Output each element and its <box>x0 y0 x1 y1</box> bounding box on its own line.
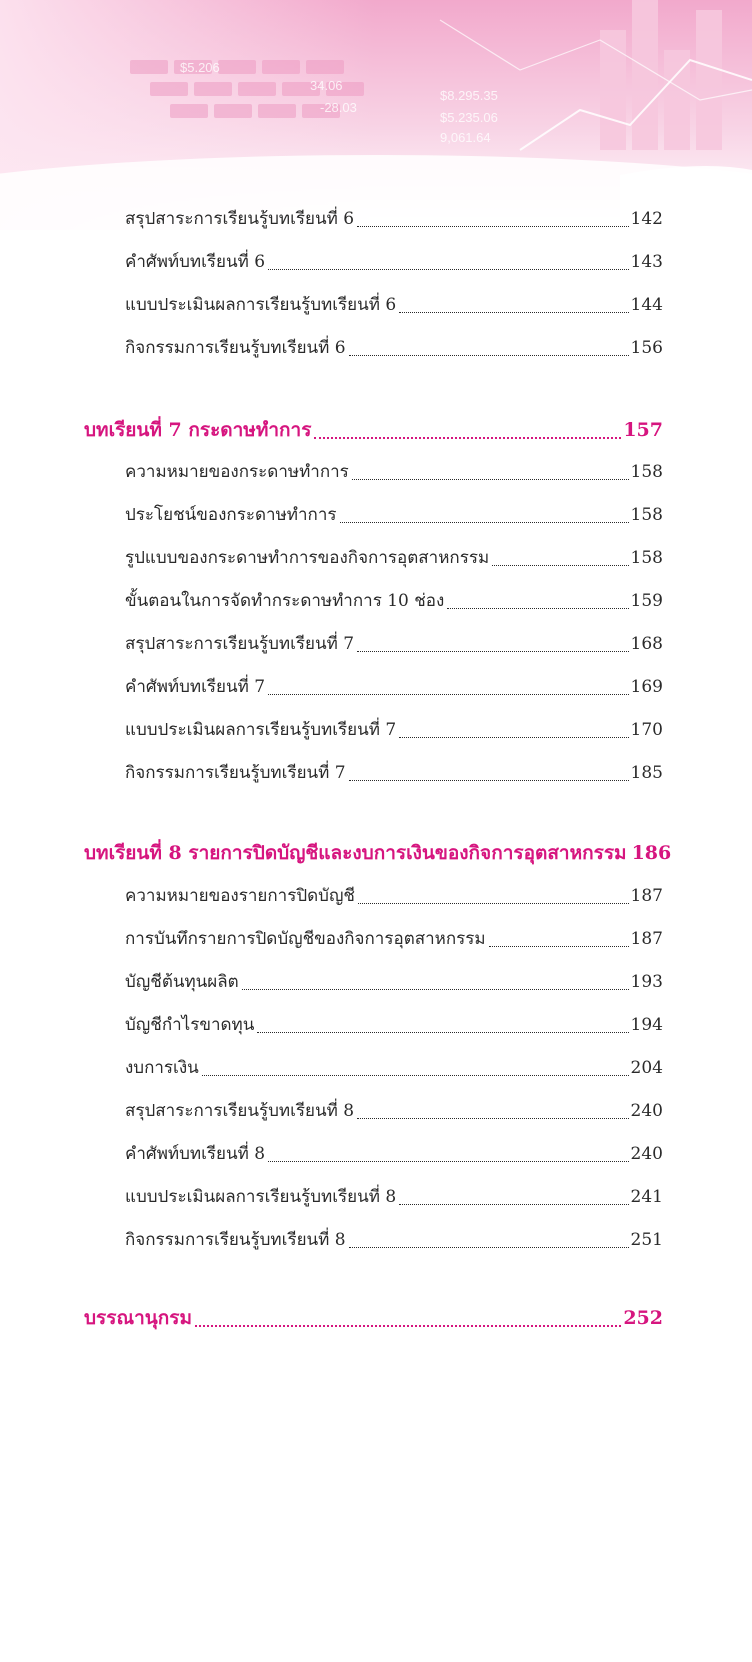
toc-entry-page: 158 <box>630 505 663 525</box>
toc-entry[interactable] <box>125 925 663 952</box>
toc-entry-page: 159 <box>630 591 663 611</box>
toc-entry[interactable] <box>125 334 663 361</box>
toc-entry-page: 193 <box>630 972 663 992</box>
dot-leader <box>399 312 628 313</box>
toc-entry[interactable] <box>125 544 663 571</box>
toc-entry-page: 169 <box>630 677 663 697</box>
banner-figure: 34.06 <box>310 78 343 93</box>
banner-figure: $8.295.35 <box>440 88 498 103</box>
toc-entry[interactable] <box>125 968 663 995</box>
toc-entry[interactable] <box>125 759 663 786</box>
banner-figure: 9,061.64 <box>440 130 491 145</box>
toc-entry[interactable] <box>125 291 663 318</box>
bibliography-page: 252 <box>623 1307 663 1329</box>
toc-entry-label: ความหมายของรายการปิดบัญชี <box>125 886 355 906</box>
toc-entry[interactable] <box>125 248 663 275</box>
toc-entry[interactable] <box>125 501 663 528</box>
toc-entry-label: งบการเงิน <box>125 1058 199 1078</box>
toc-entry-page: 143 <box>630 252 663 272</box>
toc-entry-page: 142 <box>630 209 663 229</box>
toc-entry-label: รูปแบบของกระดาษทำการของกิจการอุตสาหกรรม <box>125 548 490 568</box>
toc-entry-page: 194 <box>630 1015 663 1035</box>
toc-entry-label: แบบประเมินผลการเรียนรู้บทเรียนที่ 6 <box>125 295 397 315</box>
toc-bibliography[interactable] <box>84 1303 663 1333</box>
toc-entry-label: แบบประเมินผลการเรียนรู้บทเรียนที่ 7 <box>125 720 397 740</box>
toc-entry-label: กิจกรรมการเรียนรู้บทเรียนที่ 6 <box>125 338 346 358</box>
toc-entry[interactable] <box>125 205 663 232</box>
toc-entry[interactable] <box>125 882 663 909</box>
chapter-title: บทเรียนที่ 8 รายการปิดบัญชีและงบการเงินของกิจการอุตสาหกรรม <box>84 842 627 864</box>
toc-entry[interactable] <box>125 1140 663 1167</box>
dot-leader <box>357 1118 628 1119</box>
toc-entry[interactable] <box>125 673 663 700</box>
dot-leader <box>349 355 629 356</box>
toc-entry-page: 168 <box>630 634 663 654</box>
dot-leader <box>492 565 628 566</box>
banner-figure: $5.235.06 <box>440 110 498 125</box>
toc-entry-label: แบบประเมินผลการเรียนรู้บทเรียนที่ 8 <box>125 1187 397 1207</box>
dot-leader <box>447 608 628 609</box>
toc-chapter-7[interactable] <box>84 415 663 445</box>
dot-leader <box>242 989 629 990</box>
toc-entry-page: 144 <box>630 295 663 315</box>
dot-leader <box>314 437 621 439</box>
dot-leader <box>268 1161 628 1162</box>
toc-entry-label: ประโยชน์ของกระดาษทำการ <box>125 505 337 525</box>
toc-entry-page: 158 <box>630 462 663 482</box>
dot-leader <box>268 694 628 695</box>
toc-entry[interactable] <box>125 458 663 485</box>
toc-entry-label: คำศัพท์บทเรียนที่ 6 <box>125 252 266 272</box>
toc-chapter-8[interactable] <box>84 838 672 868</box>
toc-entry[interactable] <box>125 716 663 743</box>
toc-entry-page: 204 <box>630 1058 663 1078</box>
dot-leader <box>352 479 629 480</box>
toc-entry-label: กิจกรรมการเรียนรู้บทเรียนที่ 7 <box>125 763 346 783</box>
banner-figure: $5.206 <box>180 60 220 75</box>
toc-entry-page: 156 <box>630 338 663 358</box>
toc-entry-label: สรุปสาระการเรียนรู้บทเรียนที่ 8 <box>125 1101 355 1121</box>
toc-entry-label: ความหมายของกระดาษทำการ <box>125 462 349 482</box>
dot-leader <box>349 780 629 781</box>
toc-entry-page: 185 <box>630 763 663 783</box>
dot-leader <box>357 651 628 652</box>
toc-entry[interactable] <box>125 587 663 614</box>
toc-entry-label: การบันทึกรายการปิดบัญชีของกิจการอุตสาหกรรม <box>125 929 486 949</box>
dot-leader <box>489 946 629 947</box>
chapter-title: บทเรียนที่ 7 กระดาษทำการ <box>84 419 312 441</box>
toc-entry[interactable] <box>125 1054 663 1081</box>
toc-entry-label: คำศัพท์บทเรียนที่ 8 <box>125 1144 266 1164</box>
toc-entry[interactable] <box>125 1226 663 1253</box>
dot-leader <box>399 1204 628 1205</box>
toc-entry-label: บัญชีกำไรขาดทุน <box>125 1015 255 1035</box>
toc-entry-page: 240 <box>630 1101 663 1121</box>
toc-entry-label: ขั้นตอนในการจัดทำกระดาษทำการ 10 ช่อง <box>125 591 445 611</box>
toc-entry-label: บัญชีต้นทุนผลิต <box>125 972 239 992</box>
toc-entry-page: 251 <box>630 1230 663 1250</box>
toc-entry-label: คำศัพท์บทเรียนที่ 7 <box>125 677 266 697</box>
toc-entry-page: 187 <box>630 929 663 949</box>
toc-entry[interactable] <box>125 1097 663 1124</box>
chapter-page: 186 <box>631 842 672 864</box>
toc-entry-page: 158 <box>630 548 663 568</box>
toc-entry[interactable] <box>125 630 663 657</box>
dot-leader <box>195 1325 621 1327</box>
dot-leader <box>268 269 628 270</box>
toc-entry-label: สรุปสาระการเรียนรู้บทเรียนที่ 6 <box>125 209 355 229</box>
bibliography-title: บรรณานุกรม <box>84 1307 192 1329</box>
dot-leader <box>357 226 628 227</box>
toc-entry[interactable] <box>125 1011 663 1038</box>
toc-entry-page: 170 <box>630 720 663 740</box>
dot-leader <box>349 1247 629 1248</box>
dot-leader <box>399 737 628 738</box>
toc-entry-page: 240 <box>630 1144 663 1164</box>
toc-entry-label: กิจกรรมการเรียนรู้บทเรียนที่ 8 <box>125 1230 346 1250</box>
toc-entry[interactable] <box>125 1183 663 1210</box>
dot-leader <box>340 522 629 523</box>
dot-leader <box>257 1032 628 1033</box>
toc-entry-label: สรุปสาระการเรียนรู้บทเรียนที่ 7 <box>125 634 355 654</box>
toc-entry-page: 241 <box>630 1187 663 1207</box>
chapter-page: 157 <box>623 419 663 441</box>
dot-leader <box>358 903 629 904</box>
banner-figure: -28.03 <box>320 100 357 115</box>
dot-leader <box>202 1075 629 1076</box>
toc-entry-page: 187 <box>630 886 663 906</box>
